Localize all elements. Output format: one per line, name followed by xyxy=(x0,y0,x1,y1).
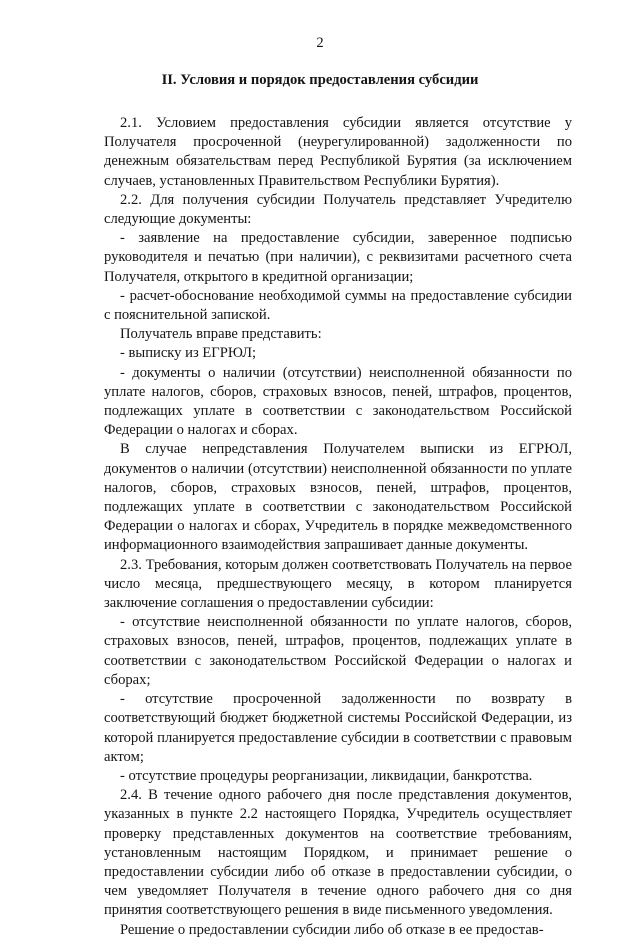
page-number: 2 xyxy=(316,35,324,51)
paragraph-non-submission: В случае непредставления Получателем выписки из ЕГРЮЛ, документов о наличии (отсутствии) неисполненной обязанности по уплате налогов, сборов, страховых взносов, пеней, штрафов, процентов, подлежащих уплате в соответствии с законодательством Российской Федерации о налогах и сборах, Учредитель в порядке межведомственного информационного взаимодействия запрашивает данные документы. xyxy=(104,441,572,554)
list-item: - выписку из ЕГРЮЛ; xyxy=(120,345,257,362)
list-item: - расчет-обоснование необходимой суммы на предоставление субсидии с пояснительной запиской. xyxy=(104,287,572,324)
paragraph-decision: Решение о предоставлении субсидии либо об отказе в ее предостав- xyxy=(120,921,544,938)
paragraph-2-1: 2.1. Условием предоставления субсидии является отсутствие у Получателя просроченной (неурегулированной) задолженности по денежным обязательствам перед Республикой Бурятия (за исключением случаев, установленных Правительством Республики Бурятия). xyxy=(104,115,572,189)
list-item: - отсутствие неисполненной обязанности по уплате налогов, сборов, страховых взносов, пеней, штрафов, процентов, подлежащих уплате в соответствии с законодательством Российской Федерации о налогах и сборах; xyxy=(104,614,572,688)
list-item: - заявление на предоставление субсидии, заверенное подписью руководителя и печатью (при наличии), с реквизитами расчетного счета Получателя, открытого в кредитной организации; xyxy=(104,230,572,285)
paragraph-2-2: 2.2. Для получения субсидии Получатель представляет Учредителю следующие документы: xyxy=(104,191,572,228)
paragraph-optional-docs: Получатель вправе представить: xyxy=(120,326,322,343)
list-item: - отсутствие просроченной задолженности по возврату в соответствующий бюджет бюджетной системы Российской Федерации, из которой планируется предоставление субсидии в соответствии с правовым актом; xyxy=(104,691,572,765)
paragraph-2-4: 2.4. В течение одного рабочего дня после представления документов, указанных в пункте 2.2 настоящего Порядка, Учредитель осуществляет проверку представленных документов на соответствие требованиям, установленным настоящим Порядком, и принимает решение о предоставлении субсидии либо об отказе в предоставлении субсидии, о чем уведомляет Получателя в течение одного рабочего дня со дня принятия соответствующего решения в виде письменного уведомления. xyxy=(104,787,572,919)
list-item: - отсутствие процедуры реорганизации, ликвидации, банкротства. xyxy=(120,767,533,784)
list-item: - документы о наличии (отсутствии) неисполненной обязанности по уплате налогов, сборов, страховых взносов, пеней, штрафов, процентов, подлежащих уплате в соответствии с законодательством Российской Федерации о налогах и сборах. xyxy=(104,364,572,439)
section-title: II. Условия и порядок предоставления субсидии xyxy=(161,72,479,88)
paragraph-2-3: 2.3. Требования, которым должен соответствовать Получатель на первое число месяца, предшествующего месяцу, в котором планируется заключение соглашения о предоставлении субсидии: xyxy=(104,556,572,612)
document-body xyxy=(104,114,572,940)
